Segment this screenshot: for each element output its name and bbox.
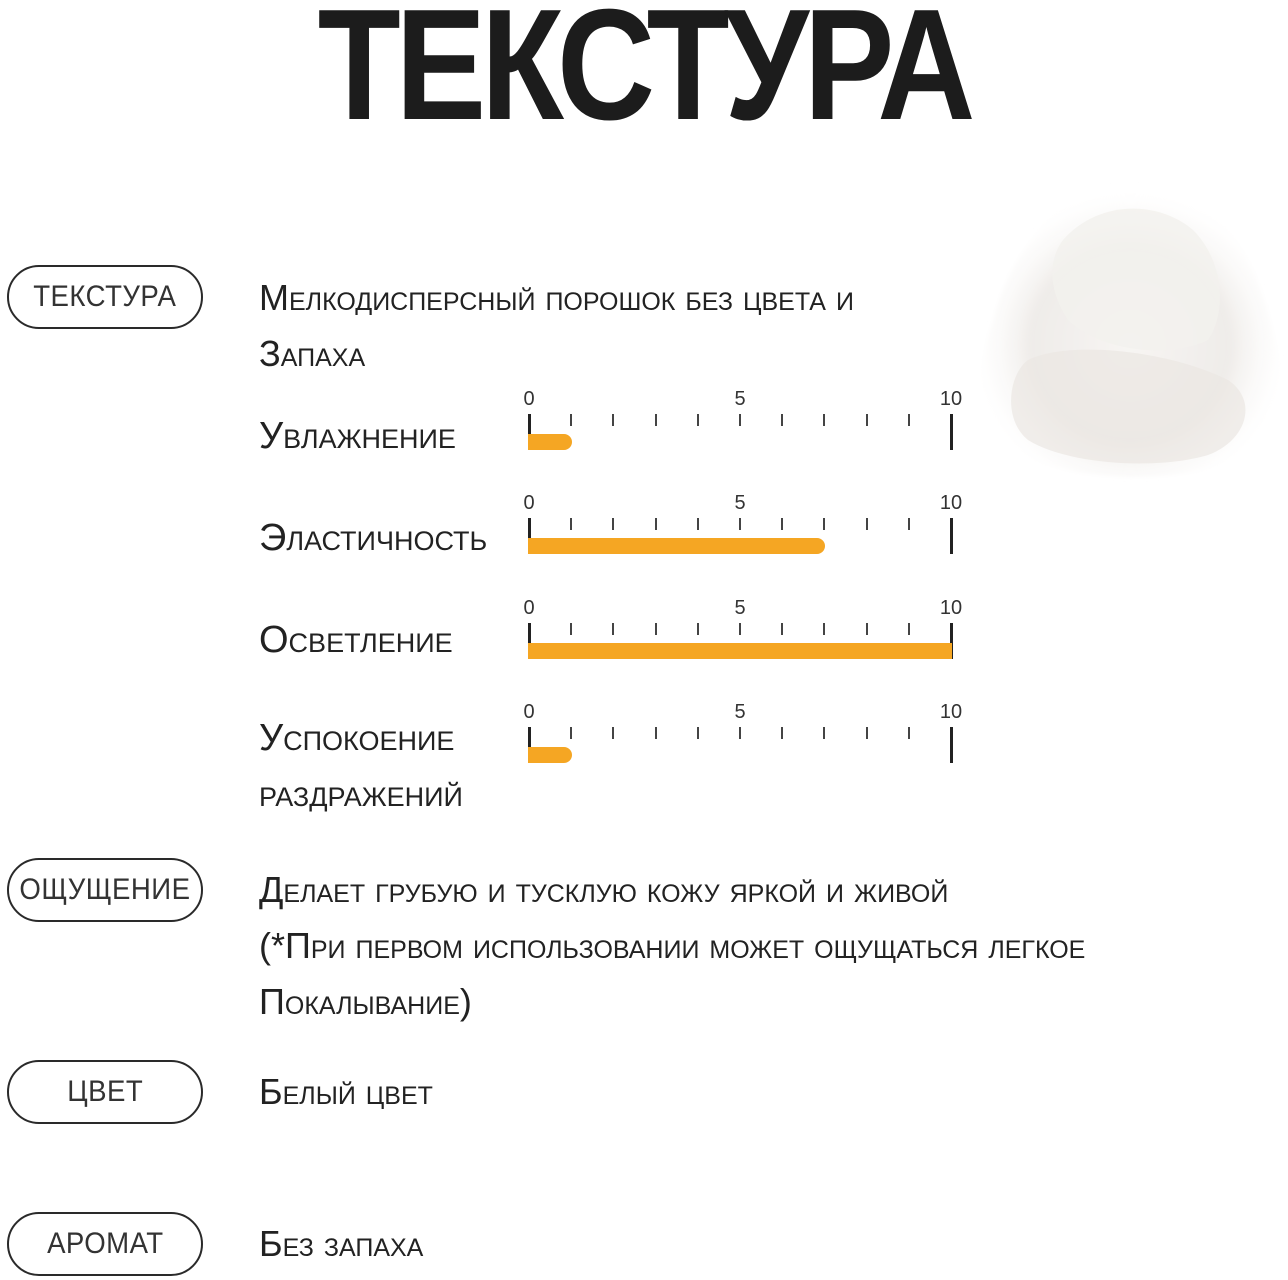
scale-tick: [908, 623, 910, 635]
scale-tick: [739, 414, 741, 426]
scale-tick: [655, 414, 657, 426]
powder-image: [968, 160, 1284, 490]
scale-end-line: [950, 414, 953, 450]
scale-elasticity: [523, 492, 963, 552]
scale-tick: [823, 518, 825, 530]
scale-number: 0: [523, 597, 535, 619]
scale-tick: [739, 727, 741, 739]
scale-tick: [697, 414, 699, 426]
scale-label-brightening: Осветление: [259, 619, 453, 661]
scale-tick: [612, 623, 614, 635]
feeling-tag: ОЩУЩЕНИЕ: [7, 858, 203, 922]
scale-tick: [866, 414, 868, 426]
scale-tick: [655, 623, 657, 635]
scent-tag: АРОМАТ: [7, 1212, 203, 1276]
scale-number: 10: [939, 492, 963, 514]
scale-tick: [570, 518, 572, 530]
scale-tick: [570, 727, 572, 739]
color-tag: ЦВЕТ: [7, 1060, 203, 1124]
scale-bar: [528, 747, 572, 763]
scale-tick: [866, 623, 868, 635]
scale-tick: [570, 623, 572, 635]
scale-tick: [612, 414, 614, 426]
scale-tick: [866, 518, 868, 530]
scale-tick: [781, 727, 783, 739]
scale-tick: [655, 727, 657, 739]
scale-tick: [823, 414, 825, 426]
scale-label-soothing-2: раздражений: [259, 773, 463, 815]
scale-number: 10: [939, 388, 963, 410]
texture-line-1: мелкодисперсный порошок без цвета и: [259, 277, 854, 318]
scale-number: 0: [523, 492, 535, 514]
scale-brightening: [523, 597, 963, 657]
scale-label-elasticity: Эластичность: [259, 517, 488, 559]
scale-soothing: [523, 701, 963, 761]
page-title: ТЕКСТУРА: [317, 0, 971, 153]
scale-number: 0: [523, 388, 535, 410]
scale-tick: [781, 414, 783, 426]
scale-number: 5: [734, 388, 746, 410]
scale-tick: [781, 518, 783, 530]
scale-tick: [697, 623, 699, 635]
color-text: белый цвет: [259, 1071, 433, 1112]
scale-tick: [697, 518, 699, 530]
scale-tick: [655, 518, 657, 530]
scale-tick: [739, 623, 741, 635]
scale-end-line: [950, 727, 953, 763]
feeling-line-3: Покалывание): [259, 981, 472, 1022]
scale-tick: [612, 518, 614, 530]
scale-number: 5: [734, 597, 746, 619]
scale-moisture: [523, 388, 963, 448]
scale-number: 5: [734, 701, 746, 723]
texture-line-2: Запаха: [259, 333, 366, 374]
scale-tick: [823, 727, 825, 739]
scale-tick: [612, 727, 614, 739]
scale-tick: [908, 414, 910, 426]
scale-number: 10: [939, 597, 963, 619]
scale-end-line: [950, 518, 953, 554]
scale-tick: [823, 623, 825, 635]
scent-text: без запаха: [259, 1223, 424, 1264]
feeling-line-2: (*При первом использовании может ощущаться легкое: [259, 925, 1086, 966]
scale-label-soothing: Успокоение: [259, 717, 455, 759]
scale-bar: [528, 643, 952, 659]
scale-label-moisture: Увлажнение: [259, 415, 456, 457]
scale-bar: [528, 434, 572, 450]
scale-number: 5: [734, 492, 746, 514]
scale-tick: [570, 414, 572, 426]
scale-bar: [528, 538, 825, 554]
scale-number: 10: [939, 701, 963, 723]
scale-tick: [739, 518, 741, 530]
scale-tick: [697, 727, 699, 739]
texture-tag: ТЕКСТУРА: [7, 265, 203, 329]
scale-tick: [908, 727, 910, 739]
scale-number: 0: [523, 701, 535, 723]
feeling-line-1: делает грубую и тусклую кожу яркой и живой: [259, 869, 949, 910]
scale-tick: [781, 623, 783, 635]
scale-tick: [866, 727, 868, 739]
scale-tick: [908, 518, 910, 530]
